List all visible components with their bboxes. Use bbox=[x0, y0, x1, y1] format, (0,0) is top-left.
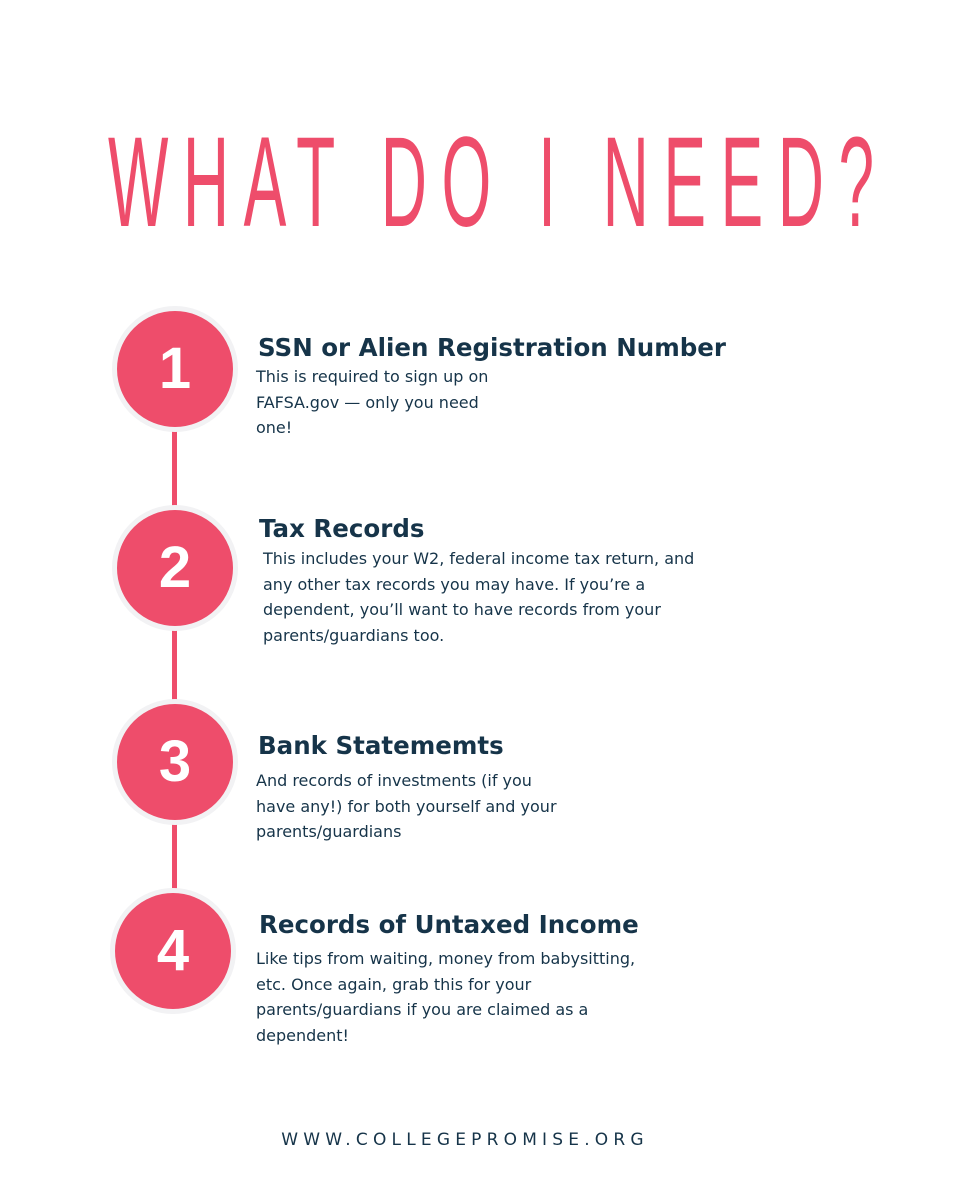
step-connector-line bbox=[172, 428, 177, 506]
step-number: 3 bbox=[158, 729, 192, 794]
step-connector-line bbox=[172, 626, 177, 706]
page-title: WHAT DO I NEED? bbox=[108, 111, 889, 254]
step-connector-line bbox=[172, 822, 177, 890]
step-number: 4 bbox=[156, 918, 190, 983]
step-number: 2 bbox=[158, 535, 192, 600]
step-4-title: Records of Untaxed Income bbox=[259, 910, 639, 939]
step-3-description: And records of investments (if you have any!) for both yourself and your parents/guardians bbox=[256, 771, 557, 841]
step-1-number-badge bbox=[112, 306, 238, 432]
step-3-title: Bank Statememts bbox=[258, 731, 504, 760]
step-1-description: This is required to sign up on FAFSA.gov — only you need one! bbox=[256, 367, 489, 437]
step-4-description: Like tips from waiting, money from babysitting, etc. Once again, grab this for your parents/guardians if you are claimed as a dependent! bbox=[256, 949, 636, 1045]
step-2-description: This includes your W2, federal income tax return, and any other tax records you may have. If you’re a dependent, you’ll want to have records from your parents/guardians too. bbox=[263, 549, 695, 645]
step-number: 1 bbox=[158, 336, 192, 401]
footer-website-url: WWW.COLLEGEPROMISE.ORG bbox=[281, 1130, 649, 1150]
step-1-title: SSN or Alien Registration Number bbox=[258, 333, 726, 362]
step-2-title: Tax Records bbox=[259, 514, 425, 543]
step-3-number-badge bbox=[112, 699, 238, 825]
step-4-number-badge bbox=[110, 888, 236, 1014]
step-2-number-badge bbox=[112, 505, 238, 631]
